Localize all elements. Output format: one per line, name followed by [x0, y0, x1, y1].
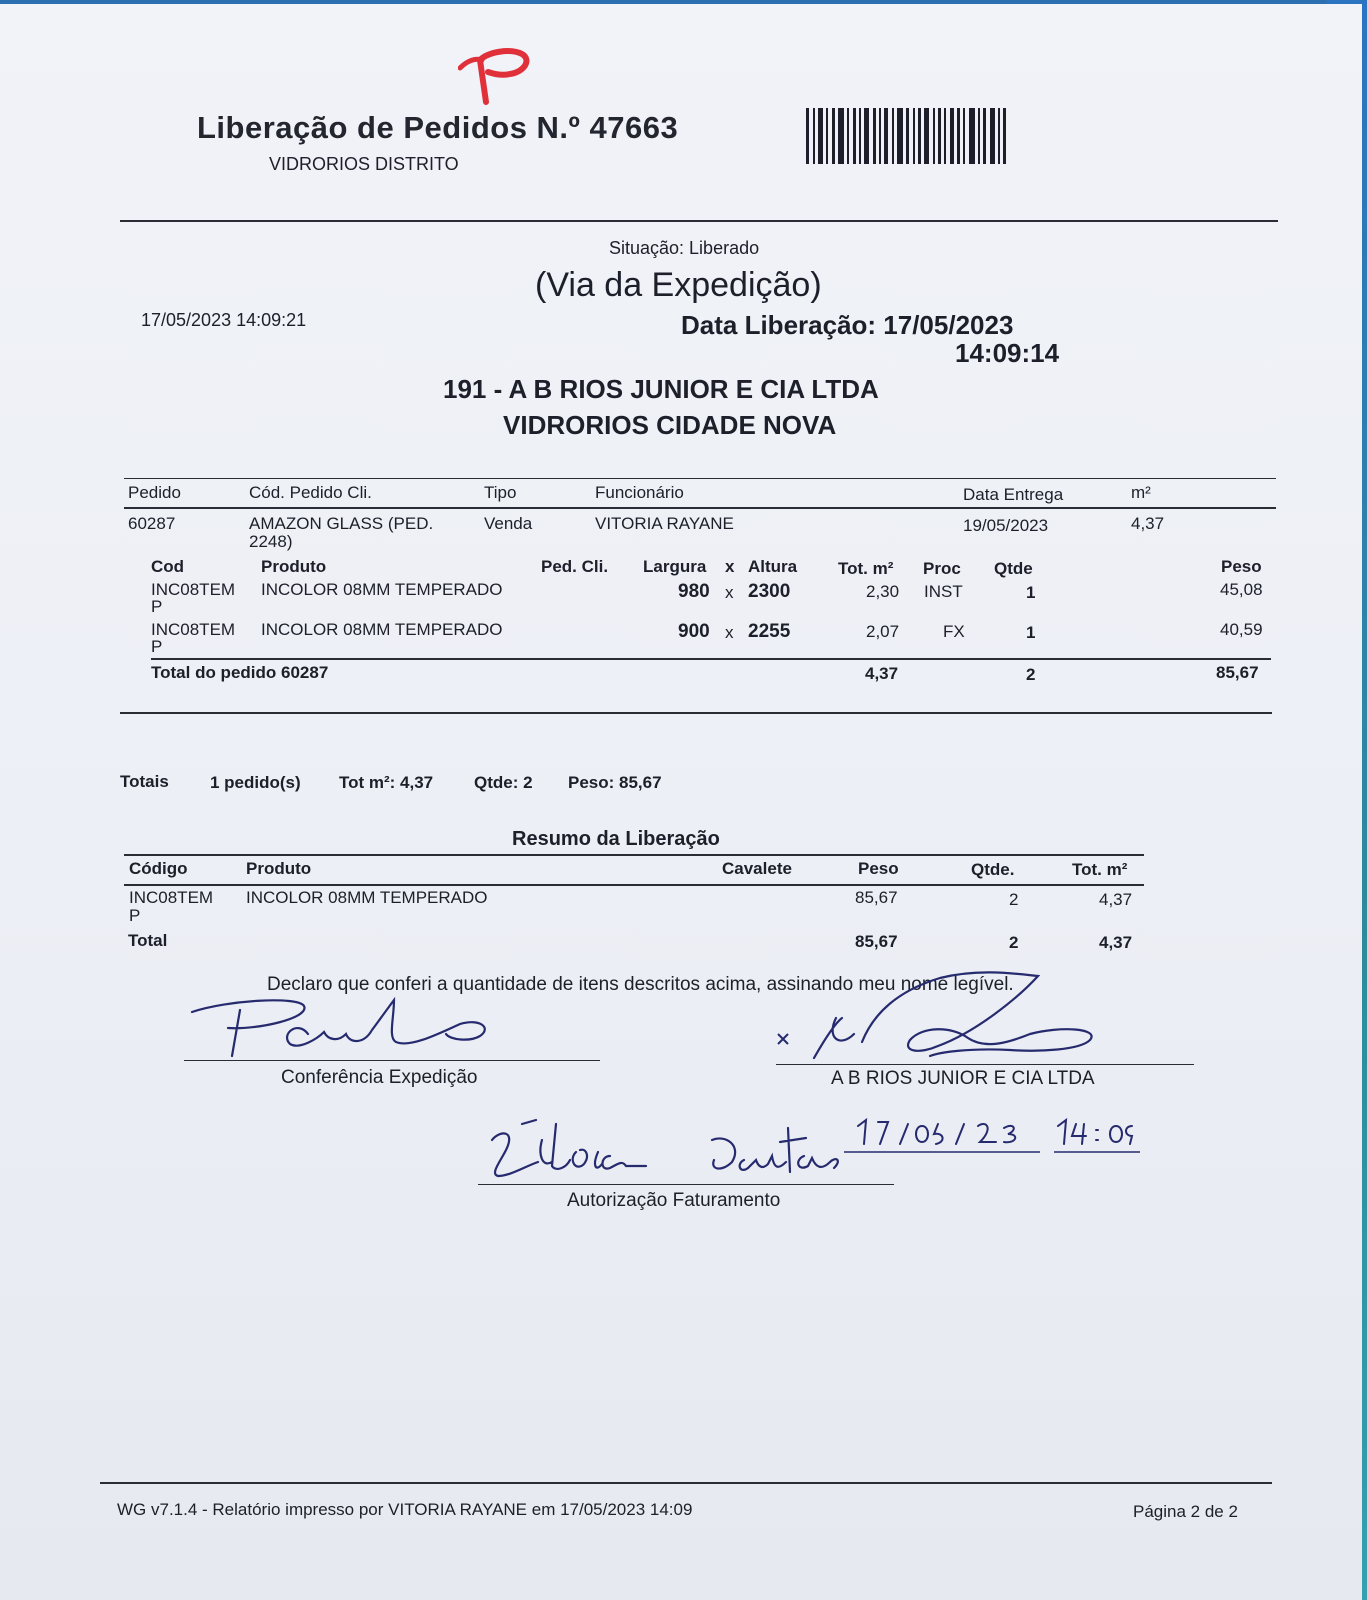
conferencia-signature: [188, 994, 518, 1062]
footer-printed-by: WG v7.1.4 - Relatório impresso por VITORIA RAYANE em 17/05/2023 14:09: [117, 1500, 693, 1519]
item-cod-cont: P: [151, 637, 163, 656]
barcode-bar: [938, 108, 941, 164]
col-data-entrega: Data Entrega: [963, 485, 1064, 504]
item-proc: INST: [924, 582, 963, 601]
totals-pedidos: 1 pedido(s): [210, 773, 301, 792]
company-subtitle: VIDRORIOS DISTRITO: [269, 154, 459, 174]
item-produto: INCOLOR 08MM TEMPERADO: [261, 580, 503, 599]
barcode-bar: [933, 108, 935, 164]
barcode-bar: [950, 108, 954, 164]
summary-col-peso: Peso: [858, 859, 899, 878]
item-cod: INC08TEM: [151, 620, 236, 639]
faturamento-label: Autorização Faturamento: [567, 1190, 781, 1211]
handwritten-date: [844, 1110, 1144, 1156]
barcode-bar: [826, 108, 828, 164]
client-name: 191 - A B RIOS JUNIOR E CIA LTDA: [443, 374, 879, 404]
summary-col-tot-m2: Tot. m²: [1072, 860, 1128, 879]
order-tipo: Venda: [484, 514, 533, 533]
items-total-m2: 4,37: [865, 664, 899, 683]
summary-total-label: Total: [128, 931, 168, 950]
col-cod-pedido-cli: Cód. Pedido Cli.: [249, 483, 372, 502]
document-page: [0, 4, 1362, 1600]
barcode-bar: [983, 108, 986, 164]
barcode-bar: [879, 108, 881, 164]
item-cod-cont: P: [151, 597, 163, 616]
col-pedido: Pedido: [128, 483, 181, 502]
item-cod: INC08TEM: [151, 580, 236, 599]
totals-label: Totais: [120, 772, 169, 791]
order-pedido: 60287: [128, 514, 176, 533]
item-peso: 40,59: [1220, 620, 1263, 639]
summary-codigo-cont: P: [129, 906, 141, 925]
barcode-bar: [847, 108, 849, 164]
col-m2: m²: [1131, 483, 1151, 502]
barcode-bar: [892, 108, 894, 164]
col-funcionario: Funcionário: [595, 483, 684, 502]
summary-qtde: 2: [1009, 890, 1019, 909]
order-table-top-rule: [124, 478, 1276, 479]
items-total-qtde: 2: [1026, 665, 1036, 684]
footer-rule: [100, 1482, 1272, 1484]
items-col-altura: Altura: [748, 557, 798, 576]
divider: [120, 712, 1272, 714]
barcode-bar: [813, 108, 815, 164]
barcode-bar: [859, 108, 861, 164]
summary-total-m2: 4,37: [1099, 933, 1133, 952]
barcode-bar: [853, 108, 856, 164]
divider: [120, 220, 1278, 222]
items-total-label: Total do pedido 60287: [151, 663, 329, 682]
order-m2: 4,37: [1131, 514, 1165, 533]
totals-qtde: Qtde: 2: [474, 773, 533, 792]
barcode-bar: [969, 108, 975, 164]
barcode-bar: [832, 108, 835, 164]
item-largura: 900: [678, 621, 710, 642]
item-largura: 980: [678, 581, 710, 602]
via-label: (Via da Expedição): [535, 266, 822, 304]
order-funcionario: VITORIA RAYANE: [595, 514, 734, 533]
summary-peso: 85,67: [855, 888, 898, 907]
barcode-bar: [1003, 108, 1006, 164]
declaration-text: Declaro que conferi a quantidade de itens descritos acima, assinando meu nome legível.: [267, 974, 1014, 995]
items-total-rule: [151, 658, 1271, 660]
printed-timestamp: 17/05/2023 14:09:21: [141, 310, 307, 330]
items-col-proc: Proc: [923, 559, 961, 578]
barcode-bar: [924, 108, 929, 164]
barcode-bar: [998, 108, 1000, 164]
item-tot-m2: 2,07: [866, 622, 900, 641]
item-peso: 45,08: [1220, 580, 1263, 599]
barcode-bar: [963, 108, 965, 164]
item-x: x: [725, 623, 734, 642]
item-x: x: [725, 583, 734, 602]
barcode-bar: [884, 108, 888, 164]
order-cod-cli: AMAZON GLASS (PED.: [249, 514, 434, 533]
summary-header-rule: [124, 884, 1144, 886]
item-produto: INCOLOR 08MM TEMPERADO: [261, 620, 503, 639]
order-data-entrega: 19/05/2023: [963, 516, 1049, 535]
item-tot-m2: 2,30: [866, 582, 900, 601]
items-col-peso: Peso: [1221, 557, 1262, 576]
items-col-largura: Largura: [643, 557, 707, 576]
summary-col-codigo: Código: [129, 859, 188, 878]
barcode-icon: [806, 108, 1012, 164]
order-table-header-rule: [124, 507, 1276, 509]
barcode-bar: [978, 108, 980, 164]
faturamento-signature: [486, 1116, 856, 1186]
items-col-tot-m2: Tot. m²: [838, 559, 894, 578]
client-signature-line: [776, 1064, 1194, 1065]
order-cod-cli-cont: 2248): [249, 532, 293, 551]
summary-top-rule: [124, 854, 1144, 856]
barcode-bar: [906, 108, 909, 164]
totals-peso: Peso: 85,67: [568, 773, 662, 792]
faturamento-signature-line: [478, 1184, 894, 1185]
summary-tot-m2: 4,37: [1099, 890, 1133, 909]
item-proc: FX: [943, 622, 965, 641]
barcode-bar: [806, 108, 809, 164]
items-col-produto: Produto: [261, 557, 327, 576]
summary-produto: INCOLOR 08MM TEMPERADO: [246, 888, 488, 907]
page-title: Liberação de Pedidos N.º 47663: [197, 110, 679, 145]
summary-total-peso: 85,67: [855, 932, 898, 951]
client-label: A B RIOS JUNIOR E CIA LTDA: [831, 1068, 1095, 1089]
red-p-handwritten-mark: [458, 46, 538, 108]
barcode-bar: [913, 108, 915, 164]
summary-total-qtde: 2: [1009, 933, 1019, 952]
item-qtde: 1: [1026, 583, 1036, 602]
summary-codigo: INC08TEM: [129, 888, 214, 907]
client-signature: [770, 968, 1130, 1068]
barcode-bar: [864, 108, 869, 164]
items-col-ped-cli: Ped. Cli.: [541, 557, 609, 576]
barcode-bar: [957, 108, 960, 164]
col-tipo: Tipo: [484, 483, 517, 502]
item-qtde: 1: [1026, 623, 1036, 642]
data-liberacao: Data Liberação: 17/05/2023: [681, 310, 1014, 340]
summary-col-qtde: Qtde.: [971, 860, 1015, 879]
data-liberacao-time: 14:09:14: [955, 338, 1060, 368]
barcode-bar: [918, 108, 921, 164]
items-col-x: x: [725, 557, 735, 576]
item-altura: 2255: [748, 621, 791, 642]
items-total-peso: 85,67: [1216, 663, 1259, 682]
barcode-bar: [838, 108, 844, 164]
items-col-cod: Cod: [151, 557, 185, 576]
conferencia-label: Conferência Expedição: [281, 1067, 478, 1088]
item-altura: 2300: [748, 581, 791, 602]
barcode-bar: [818, 108, 823, 164]
summary-title: Resumo da Liberação: [512, 828, 720, 850]
client-branch: VIDRORIOS CIDADE NOVA: [503, 410, 837, 440]
barcode-bar: [897, 108, 903, 164]
items-col-qtde: Qtde: [994, 559, 1033, 578]
summary-col-produto: Produto: [246, 859, 312, 878]
footer-page-number: Página 2 de 2: [1133, 1502, 1238, 1521]
totals-m2: Tot m²: 4,37: [339, 773, 434, 792]
barcode-bar: [873, 108, 876, 164]
situacao-text: Situação: Liberado: [609, 238, 760, 258]
conferencia-signature-line: [184, 1060, 600, 1061]
summary-col-cavalete: Cavalete: [722, 859, 792, 878]
barcode-bar: [990, 108, 995, 164]
barcode-bar: [944, 108, 946, 164]
